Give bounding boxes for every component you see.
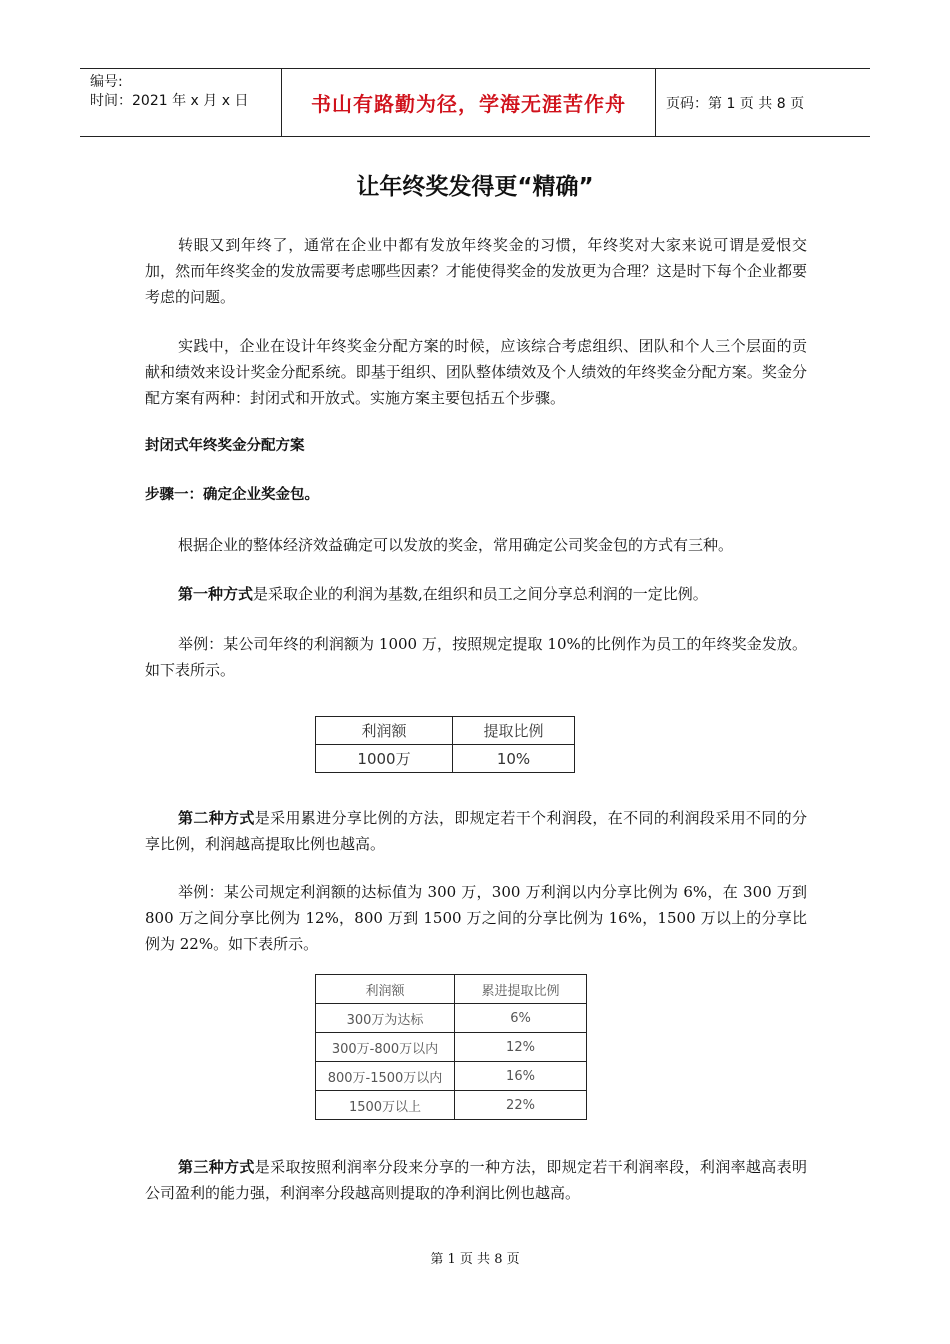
table-cell: 10% [453,745,575,773]
table-header-cell: 利润额 [316,717,453,745]
paragraph-method-three [145,1154,807,1206]
table-cell: 16% [455,1062,587,1091]
header-meta [80,69,282,136]
table-header-cell: 利润额 [316,975,455,1004]
header-page-info: 页码：第 1 页 共 8 页 [666,95,805,112]
table-row [316,1062,587,1091]
document-title: 让年终奖发得更“精确” [356,174,594,200]
method-one-text: 是采取企业的利润为基数,在组织和员工之间分享总利润的一定比例。 [253,585,708,603]
page-header [80,68,870,137]
paragraph-intro: 转眼又到年终了，通常在企业中都有发放年终奖金的习惯，年终奖对大家来说可谓是爱恨交加，然而年终奖金的发放需要考虑哪些因素？才能使得奖金的发放更为合理？这是时下每个企业都要考虑的问题。 [145,236,807,306]
table-row [316,1091,587,1120]
table-row [316,745,575,773]
table-cell: 1000万 [316,745,453,773]
method-three-text: 是采取按照利润率分段来分享的一种方法，即规定若干利润率段，利润率越高表明公司盈利的能力强，利润率分段越高则提取的净利润比例也越高。 [145,1158,807,1202]
paragraph-bonus-pool: 根据企业的整体经济效益确定可以发放的奖金，常用确定公司奖金包的方式有三种。 [178,536,734,554]
method-two-label: 第二种方式 [178,809,255,827]
table-cell: 12% [455,1033,587,1062]
method-one-label: 第一种方式 [178,585,254,603]
document-date: 时间：2021 年 x 月 x 日 [90,93,249,109]
profit-table [315,716,575,773]
table-header-row [316,717,575,745]
table-header-cell: 提取比例 [453,717,575,745]
method-two-text: 是采用累进分享比例的方法，即规定若干个利润段，在不同的利润段采用不同的分享比例，利润越高提取比例也越高。 [145,809,807,853]
table-row [316,1033,587,1062]
table-cell: 800万-1500万以内 [316,1062,455,1091]
table-header-cell: 累进提取比例 [455,975,587,1004]
progressive-table [315,974,587,1120]
table-cell: 1500万以上 [316,1091,455,1120]
paragraph-example-two: 举例：某公司规定利润额的达标值为 300 万，300 万利润以内分享比例为 6%，在 300 万到 800 万之间分享比例为 12%，800 万到 1500 万之间的分享比例为 16%，1500 万以上的分享比例为 22%。如下表所示。 [145,883,807,953]
table-cell: 6% [455,1004,587,1033]
section-heading: 封闭式年终奖金分配方案 [145,438,305,454]
table-cell: 300万-800万以内 [316,1033,455,1062]
step-heading: 步骤一：确定企业奖金包。 [145,487,319,503]
page-footer: 第 1 页 共 8 页 [430,1252,520,1267]
table-cell: 300万为达标 [316,1004,455,1033]
table-header-row [316,975,587,1004]
paragraph-example-one: 举例：某公司年终的利润额为 1000 万，按照规定提取 10%的比例作为员工的年终奖金发放。如下表所示。 [145,635,807,679]
header-motto: 书山有路勤为径，学海无涯苦作舟 [282,69,656,136]
table-cell: 22% [455,1091,587,1120]
paragraph-practice: 实践中，企业在设计年终奖金分配方案的时候，应该综合考虑组织、团队和个人三个层面的贡献和绩效来设计奖金分配系统。即基于组织、团队整体绩效及个人绩效的年终奖金分配方案。奖金分配方案有两种：封闭式和开放式。实施方案主要包括五个步骤。 [145,337,807,407]
method-three-label: 第三种方式 [178,1158,255,1176]
paragraph-method-one [145,581,807,607]
document-number-label: 编号: [90,74,123,90]
paragraph-method-two [145,805,807,857]
table-row [316,1004,587,1033]
